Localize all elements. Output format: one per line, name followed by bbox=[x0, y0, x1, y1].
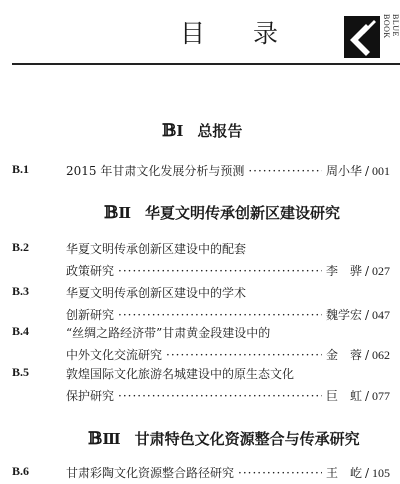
page-title: 目 录 bbox=[180, 19, 298, 48]
entry-page: 077 bbox=[372, 389, 390, 403]
entry-title: 2015 年甘肃文化发展分析与预测 bbox=[66, 164, 245, 178]
title-rule bbox=[12, 63, 400, 65]
entry-author: 王 屹 bbox=[325, 466, 362, 480]
entry-code: B.4 bbox=[12, 324, 30, 338]
entry-title: 华夏文明传承创新区建设中的学术 bbox=[66, 286, 247, 300]
entry-code: B.1 bbox=[12, 162, 30, 176]
blue-book-logo-icon bbox=[344, 16, 380, 58]
leader-dots bbox=[118, 308, 322, 322]
section-title: 总报告 bbox=[197, 122, 243, 140]
entry-code: B.3 bbox=[12, 284, 30, 298]
entry-author: 巨 虹 bbox=[325, 389, 362, 403]
separator: / bbox=[364, 389, 369, 403]
entry-page: 001 bbox=[372, 164, 390, 178]
section-heading bbox=[0, 428, 400, 449]
entry-title-cont: 创新研究 bbox=[66, 308, 115, 322]
entry-author: 周小华 bbox=[325, 164, 362, 178]
entry-page: 047 bbox=[372, 308, 390, 322]
section-marker: 𝔹 bbox=[104, 203, 119, 223]
section-title: 华夏文明传承创新区建设研究 bbox=[145, 204, 341, 222]
entry-title: 甘肃彩陶文化资源整合路径研究 bbox=[66, 466, 235, 480]
section-heading bbox=[0, 202, 400, 223]
entry-title: “丝绸之路经济带”甘肃黄金段建设中的 bbox=[66, 326, 271, 340]
separator: / bbox=[364, 466, 369, 480]
leader-dots bbox=[166, 348, 322, 362]
separator: / bbox=[364, 308, 369, 322]
leader-dots bbox=[118, 264, 322, 278]
entry-title-cont: 中外文化交流研究 bbox=[66, 348, 163, 362]
page-header bbox=[0, 0, 400, 66]
blue-book-logo bbox=[344, 14, 400, 60]
entry-title: 敦煌国际文化旅游名城建设中的原生态文化 bbox=[66, 367, 295, 381]
entry-author: 魏学宏 bbox=[325, 308, 362, 322]
leader-dots bbox=[238, 466, 322, 480]
section-heading bbox=[0, 120, 400, 141]
leader-dots bbox=[118, 389, 322, 403]
entry-author: 金 蓉 bbox=[325, 348, 362, 362]
separator: / bbox=[364, 348, 369, 362]
entry-page: 062 bbox=[372, 348, 390, 362]
entry-page: 027 bbox=[372, 264, 390, 278]
entry-author: 李 骅 bbox=[325, 264, 362, 278]
section-roman: Ⅲ bbox=[102, 430, 121, 448]
entry-title: 华夏文明传承创新区建设中的配套 bbox=[66, 242, 247, 256]
entry-code: B.5 bbox=[12, 365, 30, 379]
section-roman: Ⅰ bbox=[176, 122, 184, 140]
section-marker: 𝔹 bbox=[88, 429, 103, 449]
logo-text: BLUE BOOK bbox=[382, 14, 400, 39]
separator: / bbox=[364, 164, 369, 178]
section-marker: 𝔹 bbox=[162, 121, 177, 141]
entry-title-cont: 政策研究 bbox=[66, 264, 115, 278]
section-title: 甘肃特色文化资源整合与传承研究 bbox=[134, 430, 360, 448]
separator: / bbox=[364, 264, 369, 278]
section-roman: Ⅱ bbox=[118, 204, 132, 222]
leader-dots bbox=[248, 164, 322, 178]
entry-code: B.6 bbox=[12, 464, 30, 478]
entry-code: B.2 bbox=[12, 240, 30, 254]
entry-page: 105 bbox=[372, 466, 390, 480]
entry-title-cont: 保护研究 bbox=[66, 389, 115, 403]
